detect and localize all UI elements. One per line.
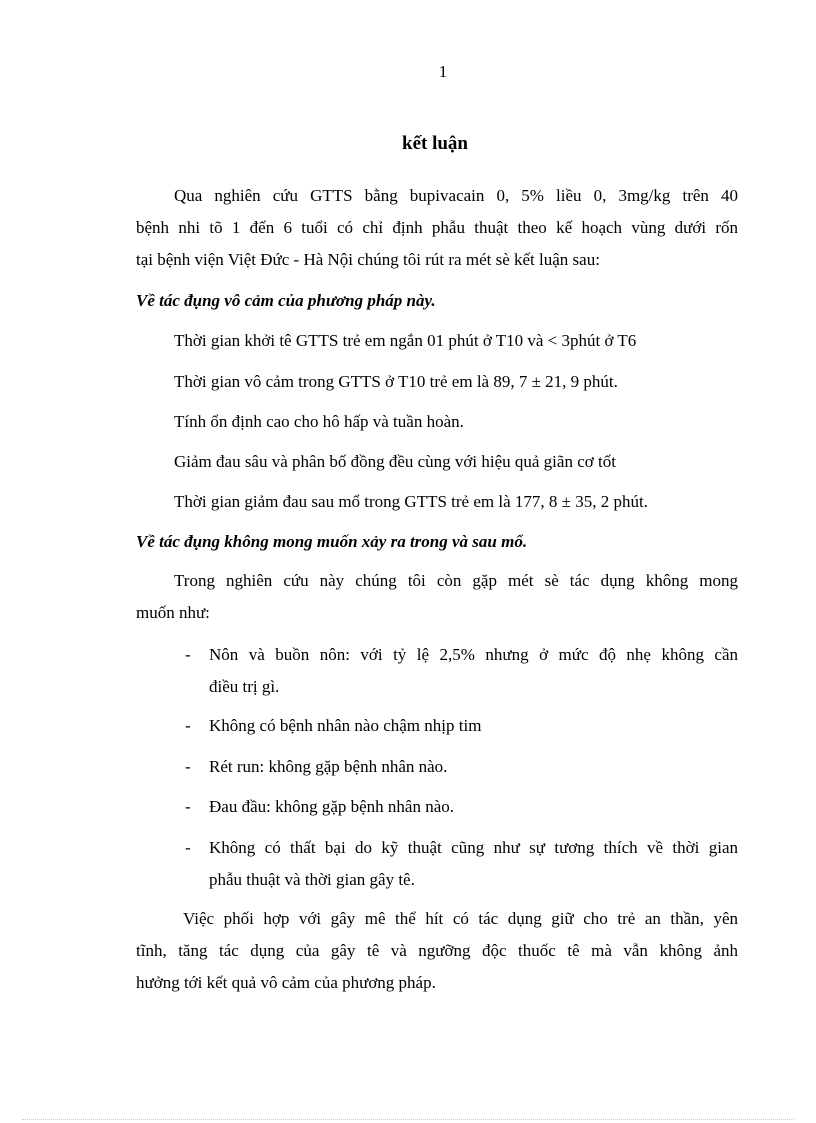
side-effects-intro-line-1: Trong nghiên cứu này chúng tôi còn gặp mét sè tác dụng không mong [174, 571, 738, 590]
page-bottom-divider [22, 1119, 794, 1120]
conclusion-line-1: Việc phối hợp với gây mê thể hít có tác dụng giữ cho trẻ an thần, yên [183, 909, 738, 928]
side-effects-intro-line-2: muốn như: [136, 603, 210, 622]
intro-line-3: tại bệnh viện Việt Đức - Hà Nội chúng tôi rút ra mét sè kết luận sau: [136, 250, 600, 269]
bullet-item-line-1: Không có thất bại do kỹ thuật cũng như sự tương thích về thời gian [209, 838, 738, 857]
page-number: 1 [438, 62, 448, 81]
effect-item: Giảm đau sâu và phân bố đồng đều cùng với hiệu quả giãn cơ tốt [174, 452, 616, 471]
page-title: kết luận [402, 133, 468, 154]
bullet-item-line-2: phẫu thuật và thời gian gây tê. [209, 870, 415, 889]
bullet-dash: - [185, 716, 191, 735]
bullet-item-line-1: Đau đầu: không gặp bệnh nhân nào. [209, 797, 455, 816]
bullet-dash: - [185, 757, 191, 776]
conclusion-line-2: tĩnh, tăng tác dụng của gây tê và ngưỡng độc thuốc tê mà vẫn không ảnh [136, 941, 738, 960]
bullet-item-line-2: điều trị gì. [209, 677, 280, 696]
effect-item: Tính ổn định cao cho hô hấp và tuần hoàn. [174, 412, 464, 431]
effect-item: Thời gian vô cảm trong GTTS ở T10 trẻ em là 89, 7 ± 21, 9 phút. [174, 372, 618, 391]
bullet-dash: - [185, 838, 191, 857]
section-heading-side-effects: Về tác đụng không mong muốn xảy ra trong và sau mổ. [136, 532, 528, 551]
intro-line-2: bệnh nhi tõ 1 đến 6 tuổi có chỉ định phẫu thuật theo kế hoạch vùng dưới rốn [136, 218, 738, 237]
intro-line-1: Qua nghiên cứu GTTS bằng bupivacain 0, 5% liều 0, 3mg/kg trên 40 [174, 186, 738, 205]
effect-item: Thời gian giảm đau sau mổ trong GTTS trẻ em là 177, 8 ± 35, 2 phút. [174, 492, 648, 511]
bullet-item-line-1: Không có bệnh nhân nào chậm nhịp tim [209, 716, 482, 735]
bullet-dash: - [185, 797, 191, 816]
bullet-dash: - [185, 645, 191, 664]
bullet-item-line-1: Nôn và buồn nôn: với tỷ lệ 2,5% nhưng ở mức độ nhẹ không cần [209, 645, 738, 664]
section-heading-effects: Về tác đụng vô cảm của phương pháp này. [136, 291, 436, 310]
bullet-item-line-1: Rét run: không gặp bệnh nhân nào. [209, 757, 448, 776]
conclusion-line-3: hưởng tới kết quả vô cảm của phương pháp. [136, 973, 436, 992]
effect-item: Thời gian khởi tê GTTS trẻ em ngắn 01 phút ở T10 và < 3phút ở T6 [174, 331, 637, 350]
